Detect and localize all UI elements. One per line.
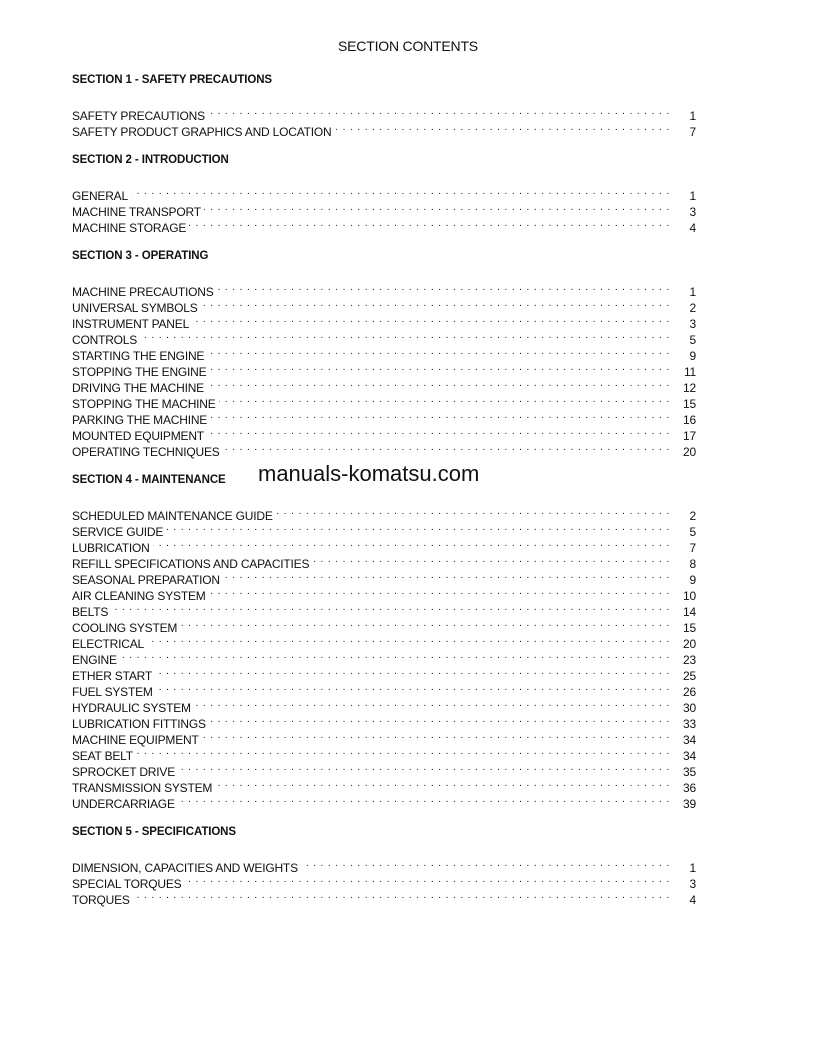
toc-entry[interactable] [72, 280, 696, 299]
toc-section [72, 472, 696, 811]
toc-entry-label: PARKING THE MACHINE [72, 413, 208, 427]
dot-leader [192, 312, 670, 328]
toc-entry-label: HYDRAULIC SYSTEM [72, 701, 191, 715]
section-heading: SECTION 1 - SAFETY PRECAUTIONS [72, 74, 272, 86]
toc-entry-label: BELTS [72, 605, 109, 619]
dot-leader [178, 760, 670, 776]
table-of-contents [72, 72, 696, 920]
toc-entry[interactable] [72, 760, 696, 779]
toc-entry[interactable] [72, 536, 696, 555]
toc-entry-page: 2 [689, 509, 696, 523]
toc-entry-page: 26 [683, 685, 696, 699]
toc-entry-page: 12 [683, 381, 696, 395]
toc-entry[interactable] [72, 328, 696, 347]
toc-entry-label: SPROCKET DRIVE [72, 765, 176, 779]
dot-leader [131, 184, 670, 200]
toc-entry-page: 5 [689, 333, 696, 347]
toc-entry-label: UNDERCARRIAGE [72, 797, 175, 811]
toc-entry-page: 10 [683, 589, 696, 603]
toc-entry-label: OPERATING TECHNIQUES [72, 445, 220, 459]
dot-leader [209, 584, 670, 600]
dot-leader [153, 536, 670, 552]
toc-entry-page: 8 [689, 557, 696, 571]
dot-leader [111, 600, 670, 616]
toc-entry-page: 20 [683, 637, 696, 651]
dot-leader [207, 424, 670, 440]
toc-entry-page: 1 [689, 189, 696, 203]
dot-leader [207, 376, 670, 392]
toc-entry-page: 35 [683, 765, 696, 779]
dot-leader [223, 440, 670, 456]
dot-leader [178, 792, 670, 808]
toc-entry-label: SCHEDULED MAINTENANCE GUIDE [72, 509, 273, 523]
toc-entry-page: 4 [689, 893, 696, 907]
dot-leader [209, 360, 670, 376]
dot-leader [155, 664, 670, 680]
dot-leader [202, 728, 670, 744]
toc-entry-page: 1 [689, 109, 696, 123]
toc-entry-page: 25 [683, 669, 696, 683]
toc-entry-label: REFILL SPECIFICATIONS AND CAPACITIES [72, 557, 310, 571]
toc-entry-label: ENGINE [72, 653, 117, 667]
toc-entry-label: DRIVING THE MACHINE [72, 381, 204, 395]
toc-entry[interactable] [72, 504, 696, 523]
section-heading: SECTION 5 - SPECIFICATIONS [72, 826, 236, 838]
page-title: SECTION CONTENTS [338, 38, 478, 54]
dot-leader [194, 696, 670, 712]
dot-leader [223, 568, 670, 584]
toc-entry-page: 9 [689, 349, 696, 363]
toc-entry-label: INSTRUMENT PANEL [72, 317, 190, 331]
toc-entry[interactable] [72, 184, 696, 203]
toc-entry-page: 17 [683, 429, 696, 443]
toc-entry-label: MACHINE STORAGE [72, 221, 187, 235]
toc-entry[interactable] [72, 104, 696, 123]
toc-entry-page: 39 [683, 797, 696, 811]
toc-entry-label: STARTING THE ENGINE [72, 349, 205, 363]
dot-leader [189, 216, 670, 232]
toc-entry-page: 36 [683, 781, 696, 795]
dot-leader [219, 392, 670, 408]
toc-section [72, 72, 696, 139]
toc-entry-page: 30 [683, 701, 696, 715]
toc-entry[interactable] [72, 616, 696, 635]
dot-leader [180, 616, 670, 632]
toc-entry-page: 16 [683, 413, 696, 427]
toc-entry-label: SEASONAL PREPARATION [72, 573, 220, 587]
dot-leader [207, 344, 670, 360]
toc-entry[interactable] [72, 632, 696, 651]
toc-entry-page: 20 [683, 445, 696, 459]
toc-entry-label: MACHINE TRANSPORT [72, 205, 201, 219]
toc-entry-page: 34 [683, 733, 696, 747]
toc-entry[interactable] [72, 552, 696, 571]
toc-entry-page: 3 [689, 317, 696, 331]
toc-entry[interactable] [72, 680, 696, 699]
toc-entry-page: 7 [689, 541, 696, 555]
toc-entry-label: COOLING SYSTEM [72, 621, 178, 635]
toc-entry-page: 7 [689, 125, 696, 139]
toc-entry-label: MOUNTED EQUIPMENT [72, 429, 204, 443]
toc-entry-label: AIR CLEANING SYSTEM [72, 589, 206, 603]
section-heading: SECTION 3 - OPERATING [72, 250, 209, 262]
dot-leader [312, 552, 670, 568]
dot-leader [133, 888, 670, 904]
toc-entry-label: CONTROLS [72, 333, 138, 347]
dot-leader [209, 712, 670, 728]
toc-entry-page: 33 [683, 717, 696, 731]
toc-entry-label: DIMENSION, CAPACITIES AND WEIGHTS [72, 861, 298, 875]
toc-entry-label: STOPPING THE ENGINE [72, 365, 207, 379]
toc-entry[interactable] [72, 200, 696, 219]
dot-leader [136, 744, 670, 760]
toc-entry[interactable] [72, 888, 696, 907]
dot-leader [156, 680, 670, 696]
toc-entry-label: UNIVERSAL SYMBOLS [72, 301, 198, 315]
toc-entry-label: TORQUES [72, 893, 130, 907]
watermark: manuals-komatsu.com [258, 461, 480, 486]
toc-entry-page: 15 [683, 621, 696, 635]
toc-entry[interactable] [72, 344, 696, 363]
dot-leader [215, 776, 670, 792]
toc-entry-page: 34 [683, 749, 696, 763]
dot-leader [217, 280, 670, 296]
toc-entry-label: SEAT BELT [72, 749, 133, 763]
toc-entry-label: ETHER START [72, 669, 153, 683]
toc-entry-page: 2 [689, 301, 696, 315]
toc-entry[interactable] [72, 744, 696, 763]
dot-leader [276, 504, 670, 520]
toc-entry-page: 9 [689, 573, 696, 587]
toc-entry-page: 5 [689, 525, 696, 539]
toc-entry-label: SAFETY PRECAUTIONS [72, 109, 205, 123]
toc-entry[interactable] [72, 600, 696, 619]
toc-entry-label: MACHINE EQUIPMENT [72, 733, 199, 747]
toc-entry-label: ELECTRICAL [72, 637, 145, 651]
dot-leader [140, 328, 670, 344]
toc-entry-label: LUBRICATION FITTINGS [72, 717, 206, 731]
dot-leader [166, 520, 670, 536]
section-heading: SECTION 4 - MAINTENANCE [72, 474, 226, 486]
toc-entry-page: 3 [689, 877, 696, 891]
toc-entry[interactable] [72, 856, 696, 875]
toc-entry-label: SERVICE GUIDE [72, 525, 164, 539]
toc-section [72, 824, 696, 907]
toc-entry-page: 1 [689, 285, 696, 299]
toc-entry[interactable] [72, 696, 696, 715]
toc-entry-label: SPECIAL TORQUES [72, 877, 182, 891]
toc-entry-label: SAFETY PRODUCT GRAPHICS AND LOCATION [72, 125, 332, 139]
toc-entry[interactable] [72, 520, 696, 539]
toc-entry-page: 4 [689, 221, 696, 235]
toc-entry-page: 14 [683, 605, 696, 619]
toc-section [72, 248, 696, 459]
toc-entry-page: 1 [689, 861, 696, 875]
toc-entry[interactable] [72, 648, 696, 667]
dot-leader [147, 632, 670, 648]
toc-entry-page: 11 [683, 365, 696, 379]
dot-leader [184, 872, 670, 888]
dot-leader [201, 296, 670, 312]
toc-section [72, 152, 696, 235]
dot-leader [204, 200, 670, 216]
toc-entry-label: FUEL SYSTEM [72, 685, 153, 699]
toc-entry-page: 3 [689, 205, 696, 219]
toc-entry-label: GENERAL [72, 189, 128, 203]
toc-entry[interactable] [72, 664, 696, 683]
dot-leader [301, 856, 670, 872]
dot-leader [210, 408, 670, 424]
toc-entry-label: MACHINE PRECAUTIONS [72, 285, 214, 299]
toc-entry-label: STOPPING THE MACHINE [72, 397, 216, 411]
section-heading: SECTION 2 - INTRODUCTION [72, 154, 229, 166]
toc-entry-label: LUBRICATION [72, 541, 150, 555]
toc-entry-label: TRANSMISSION SYSTEM [72, 781, 213, 795]
toc-entry-page: 15 [683, 397, 696, 411]
toc-entry-page: 23 [683, 653, 696, 667]
dot-leader [208, 104, 670, 120]
dot-leader [120, 648, 670, 664]
dot-leader [335, 120, 670, 136]
